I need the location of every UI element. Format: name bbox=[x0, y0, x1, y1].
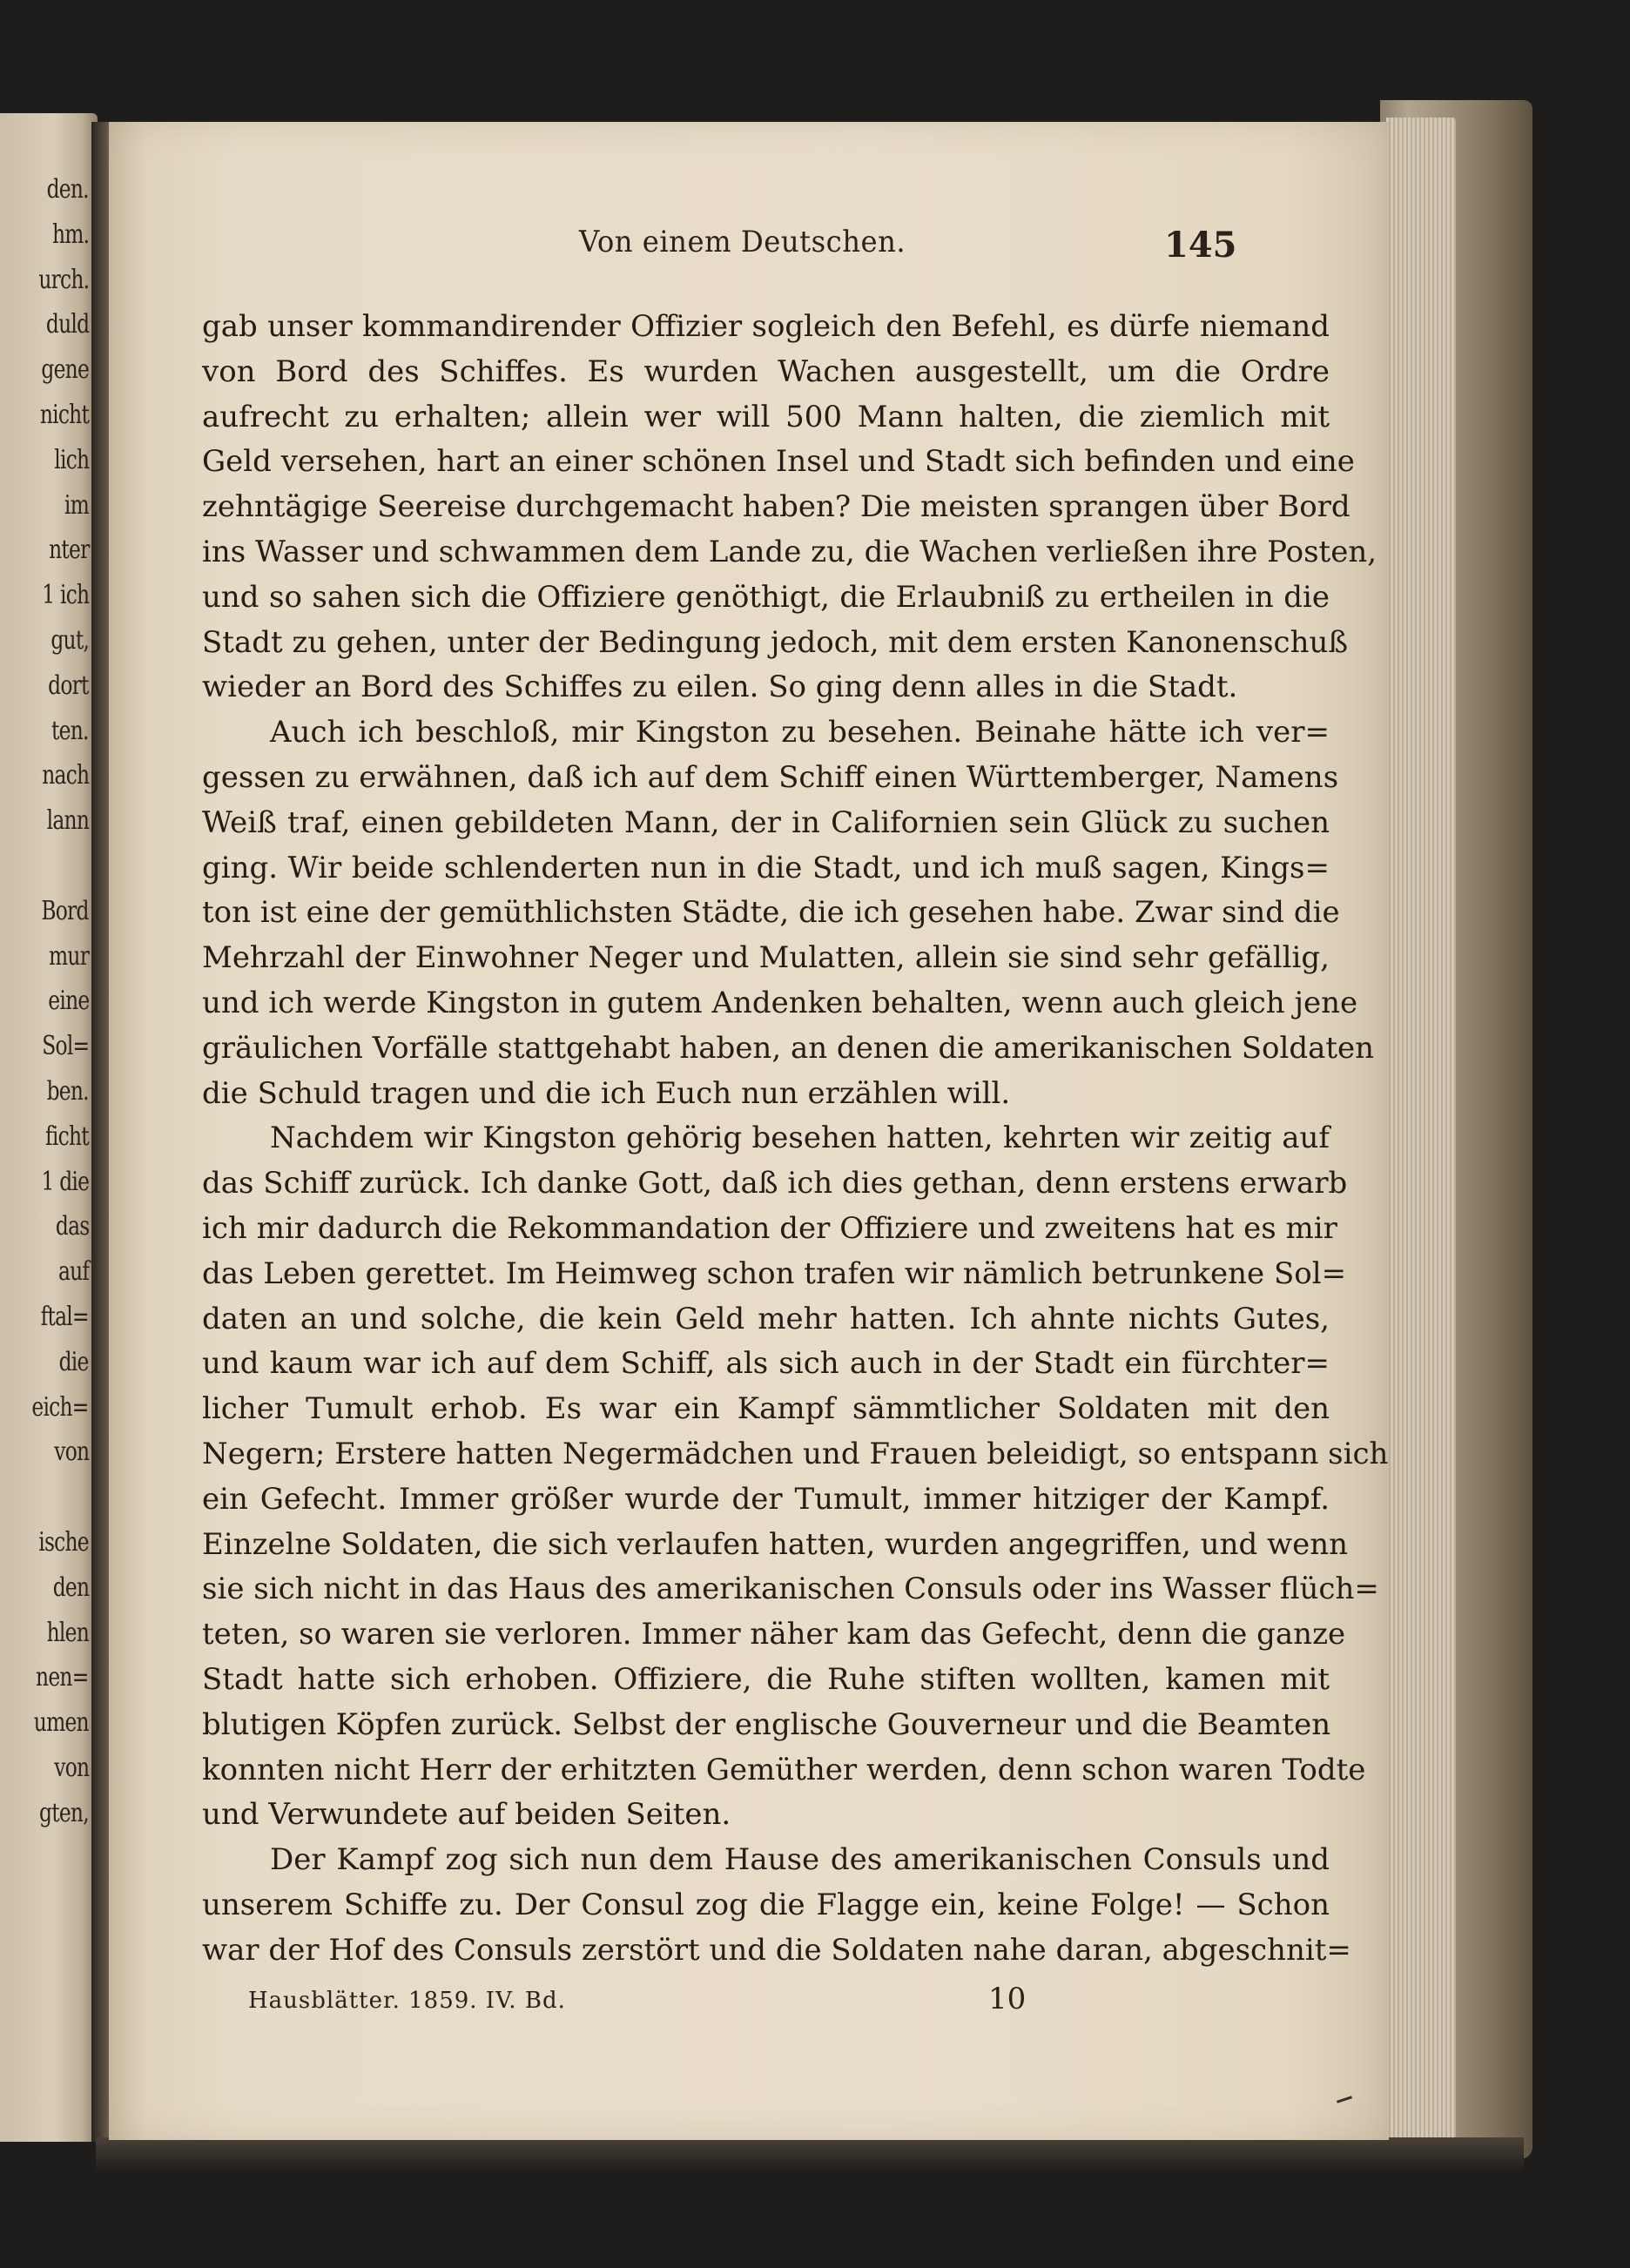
ink-mark bbox=[1337, 2096, 1352, 2103]
text-line: die Schuld tragen und die ich Euch nun erzählen will. bbox=[202, 1075, 1011, 1111]
text-line: Auch ich beschloß, mir Kingston zu besehen. Beinahe hätte ich ver= bbox=[270, 715, 1330, 750]
left-page-fragment: umen bbox=[33, 1707, 89, 1739]
text-line: zehntägige Seereise durchgemacht haben? Die meisten sprangen über Bord bbox=[202, 489, 1350, 525]
text-line: ins Wasser und schwammen dem Lande zu, die Wachen verließen ihre Posten, bbox=[202, 534, 1377, 569]
text-line: das Schiff zurück. Ich danke Gott, daß ich dies gethan, denn erstens erwarb bbox=[202, 1166, 1348, 1201]
text-line: licher Tumult erhob. Es war ein Kampf sämmtlicher Soldaten mit den bbox=[202, 1391, 1330, 1427]
text-line: Der Kampf zog sich nun dem Hause des amerikanischen Consuls und bbox=[270, 1842, 1330, 1878]
left-page-fragment: dort bbox=[48, 670, 89, 701]
text-line: Mehrzahl der Einwohner Neger und Mulatten, allein sie sind sehr gefällig, bbox=[202, 940, 1330, 976]
text-line: das Leben gerettet. Im Heimweg schon trafen wir nämlich betrunkene Sol= bbox=[202, 1255, 1347, 1291]
text-line: Geld versehen, hart an einer schönen Insel und Stadt sich befinden und eine bbox=[202, 444, 1355, 480]
page-stack-edge bbox=[1386, 118, 1456, 2142]
left-page-fragment: 1 die bbox=[41, 1166, 89, 1197]
left-page-fragment: das bbox=[55, 1211, 89, 1242]
left-page-fragment: von bbox=[53, 1437, 89, 1468]
text-line: wieder an Bord des Schiffes zu eilen. So ging denn alles in die Stadt. bbox=[202, 670, 1238, 705]
text-line: von Bord des Schiffes. Es wurden Wachen ausgestellt, um die Ordre bbox=[202, 353, 1330, 389]
text-line: Einzelne Soldaten, die sich verlaufen hatten, wurden angegriffen, und wenn bbox=[202, 1526, 1349, 1562]
running-title: Von einem Deutschen. bbox=[579, 225, 906, 259]
left-page-fragment: nicht bbox=[39, 400, 89, 430]
text-line: ton ist eine der gemüthlichsten Städte, die ich gesehen habe. Zwar sind die bbox=[202, 895, 1340, 931]
text-line: Stadt zu gehen, unter der Bedingung jedoch, mit dem ersten Kanonenschuß bbox=[202, 624, 1349, 660]
left-page-fragment: lann bbox=[46, 805, 89, 837]
left-page-fragment: ficht bbox=[45, 1121, 89, 1152]
left-page-fragment: 1 ich bbox=[41, 580, 89, 611]
text-line: gräulichen Vorfälle stattgehabt haben, an denen die amerikanischen Soldaten bbox=[202, 1030, 1375, 1066]
text-line: daten an und solche, die kein Geld mehr hatten. Ich ahnte nichts Gutes, bbox=[202, 1301, 1330, 1336]
text-line: Nachdem wir Kingston gehörig besehen hatten, kehrten wir zeitig auf bbox=[270, 1121, 1330, 1156]
left-page-fragment: ftal= bbox=[40, 1302, 89, 1332]
text-line: gab unser kommandirender Offizier sogleich den Befehl, es dürfe niemand bbox=[202, 309, 1330, 344]
left-page-fragment: von bbox=[53, 1753, 89, 1783]
left-page-fragment: mur bbox=[48, 940, 89, 972]
left-page-fragment: nter bbox=[48, 535, 89, 566]
left-page-fragment: gut, bbox=[51, 625, 89, 656]
left-page-fragment: ten. bbox=[51, 715, 89, 746]
text-line: blutigen Köpfen zurück. Selbst der englische Gouverneur und die Beamten bbox=[202, 1706, 1331, 1742]
left-page-fragment: hlen bbox=[46, 1617, 89, 1648]
body-text bbox=[202, 305, 1389, 1973]
book-page bbox=[109, 122, 1389, 2140]
text-line: und Verwundete auf beiden Seiten. bbox=[202, 1797, 731, 1833]
text-line: Weiß traf, einen gebildeten Mann, der in Californien sein Glück zu suchen bbox=[202, 804, 1330, 840]
left-page-fragment: gten, bbox=[39, 1797, 89, 1828]
page-number: 145 bbox=[1164, 225, 1237, 266]
text-line: sie sich nicht in das Haus des amerikanischen Consuls oder ins Wasser flüch= bbox=[202, 1571, 1379, 1607]
left-page-fragment: im bbox=[64, 489, 89, 521]
left-page-fragment: auf bbox=[57, 1256, 89, 1288]
previous-page-edge bbox=[0, 113, 98, 2142]
signature-line: Hausblätter. 1859. IV. Bd. bbox=[248, 1988, 566, 2014]
bottom-shadow bbox=[96, 2137, 1524, 2172]
left-page-fragment: den. bbox=[46, 174, 89, 205]
left-page-fragment: eine bbox=[47, 986, 89, 1017]
left-page-fragment: eich= bbox=[31, 1391, 89, 1423]
left-page-fragment: nach bbox=[41, 760, 89, 791]
text-line: teten, so waren sie verloren. Immer näher kam das Gefecht, denn die ganze bbox=[202, 1617, 1346, 1652]
left-page-fragment: ben. bbox=[46, 1076, 89, 1107]
text-line: konnten nicht Herr der erhitzten Gemüther werden, denn schon waren Todte bbox=[202, 1752, 1366, 1787]
left-page-fragment: die bbox=[59, 1346, 89, 1377]
left-page-fragment: den bbox=[52, 1571, 89, 1603]
left-page-fragment: Sol= bbox=[41, 1031, 89, 1062]
text-line: unserem Schiffe zu. Der Consul zog die Flagge ein, keine Folge! — Schon bbox=[202, 1887, 1330, 1922]
left-page-fragment: nen= bbox=[36, 1662, 89, 1693]
left-page-fragment: hm. bbox=[51, 219, 89, 250]
left-page-fragment: Bord bbox=[41, 895, 89, 926]
text-line: ich mir dadurch die Rekommandation der Offiziere und zweitens hat es mir bbox=[202, 1210, 1337, 1246]
text-line: Stadt hatte sich erhoben. Offiziere, die Ruhe stiften wollten, kamen mit bbox=[202, 1661, 1330, 1697]
text-line: und kaum war ich auf dem Schiff, als sich auch in der Stadt ein fürchter= bbox=[202, 1346, 1330, 1382]
left-page-fragment: gene bbox=[41, 354, 89, 386]
text-line: gessen zu erwähnen, daß ich auf dem Schiff einen Württemberger, Namens bbox=[202, 759, 1339, 795]
left-page-fragment: lich bbox=[53, 444, 89, 475]
left-page-fragment: urch. bbox=[38, 264, 89, 295]
left-page-fragment: duld bbox=[45, 309, 89, 340]
text-line: aufrecht zu erhalten; allein wer will 500 Mann halten, die ziemlich mit bbox=[202, 399, 1330, 434]
text-line: Negern; Erstere hatten Negermädchen und Frauen beleidigt, so entspann sich bbox=[202, 1436, 1389, 1471]
text-line: ein Gefecht. Immer größer wurde der Tumult, immer hitziger der Kampf. bbox=[202, 1481, 1330, 1517]
left-page-fragment: ische bbox=[38, 1527, 89, 1558]
text-line: war der Hof des Consuls zerstört und die Soldaten nahe daran, abgeschnit= bbox=[202, 1932, 1351, 1968]
text-line: ging. Wir beide schlenderten nun in die Stadt, und ich muß sagen, Kings= bbox=[202, 850, 1330, 885]
text-line: und so sahen sich die Offiziere genöthigt, die Erlaubniß zu ertheilen in die bbox=[202, 579, 1330, 615]
sheet-number: 10 bbox=[988, 1982, 1027, 2016]
text-line: und ich werde Kingston in gutem Andenken behalten, wenn auch gleich jene bbox=[202, 985, 1358, 1020]
